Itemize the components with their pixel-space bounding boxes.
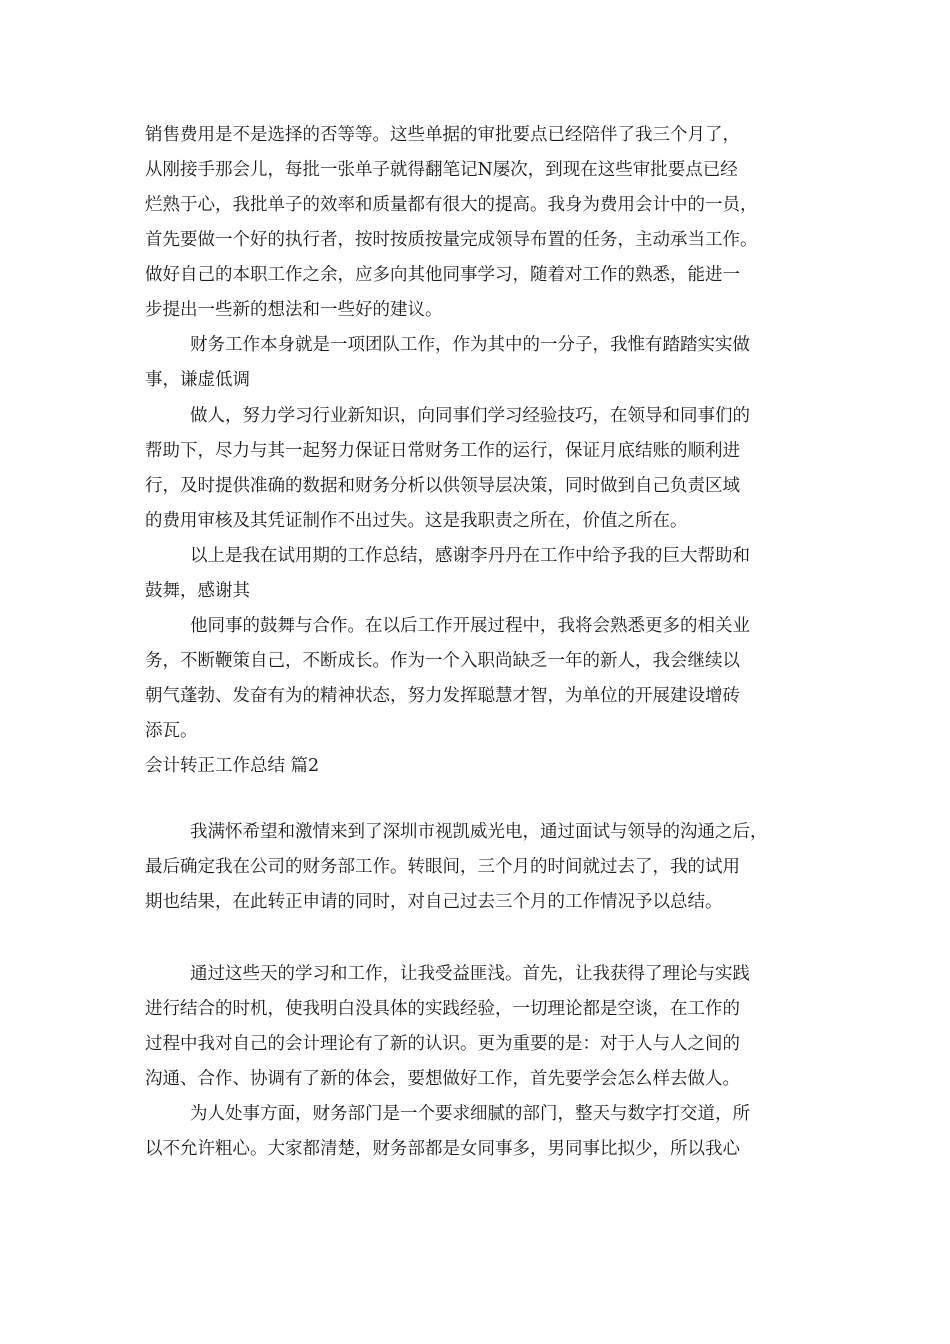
text-line: 步提出一些新的想法和一些好的建议。 xyxy=(145,300,443,320)
section-heading: 会计转正工作总结 篇2 xyxy=(145,756,320,776)
text-line: 财务工作本身就是一项团队工作，作为其中的一分子，我惟有踏踏实实做 xyxy=(190,335,750,355)
text-line: 首先要做一个好的执行者，按时按质按量完成领导布置的任务，主动承当工作。 xyxy=(145,230,758,250)
text-line: 我满怀希望和激情来到了深圳市视凯威光电，通过面试与领导的沟通之后， xyxy=(190,822,768,842)
text-line: 期也结果，在此转正申请的同时，对自己过去三个月的工作情况予以总结。 xyxy=(145,892,723,912)
text-line: 以不允许粗心。大家都清楚，财务部都是女同事多，男同事比拟少，所以我心 xyxy=(145,1139,740,1159)
text-line: 做人，努力学习行业新知识，向同事们学习经验技巧，在领导和同事们的 xyxy=(190,406,750,426)
text-line: 最后确定我在公司的财务部工作。转眼间，三个月的时间就过去了，我的试用 xyxy=(145,857,740,877)
text-line: 销售费用是不是选择的否等等。这些单据的审批要点已经陪伴了我三个月了， xyxy=(145,125,740,145)
text-line: 过程中我对自己的会计理论有了新的认识。更为重要的是：对于人与人之间的 xyxy=(145,1034,740,1054)
text-line: 做好自己的本职工作之余，应多向其他同事学习，随着对工作的熟悉，能进一 xyxy=(145,265,740,285)
text-line: 通过这些天的学习和工作，让我受益匪浅。首先，让我获得了理论与实践 xyxy=(190,964,750,984)
text-line: 事，谦虚低调 xyxy=(145,370,250,390)
text-line: 行，及时提供准确的数据和财务分析以供领导层决策，同时做到自己负责区域 xyxy=(145,476,740,496)
text-line: 进行结合的时机，使我明白没具体的实践经验，一切理论都是空谈，在工作的 xyxy=(145,999,740,1019)
text-line: 的费用审核及其凭证制作不出过失。这是我职责之所在，价值之所在。 xyxy=(145,511,688,531)
text-line: 沟通、合作、协调有了新的体会，要想做好工作，首先要学会怎么样去做人。 xyxy=(145,1069,740,1089)
text-line: 务，不断鞭策自己，不断成长。作为一个入职尚缺乏一年的新人，我会继续以 xyxy=(145,651,740,671)
text-line: 以上是我在试用期的工作总结，感谢李丹丹在工作中给予我的巨大帮助和 xyxy=(190,546,750,566)
text-line: 帮助下，尽力与其一起努力保证日常财务工作的运行，保证月底结账的顺利进 xyxy=(145,441,740,461)
text-line: 添瓦。 xyxy=(145,721,198,741)
text-line: 鼓舞，感谢其 xyxy=(145,581,250,601)
text-line: 朝气蓬勃、发奋有为的精神状态，努力发挥聪慧才智，为单位的开展建设增砖 xyxy=(145,686,740,706)
text-line: 从刚接手那会儿，每批一张单子就得翻笔记N屡次，到现在这些审批要点已经 xyxy=(145,160,738,180)
text-line: 烂熟于心，我批单子的效率和质量都有很大的提高。我身为费用会计中的一员， xyxy=(145,195,758,215)
text-line: 为人处事方面，财务部门是一个要求细腻的部门，整天与数字打交道，所 xyxy=(190,1104,750,1124)
text-line: 他同事的鼓舞与合作。在以后工作开展过程中，我将会熟悉更多的相关业 xyxy=(190,616,750,636)
